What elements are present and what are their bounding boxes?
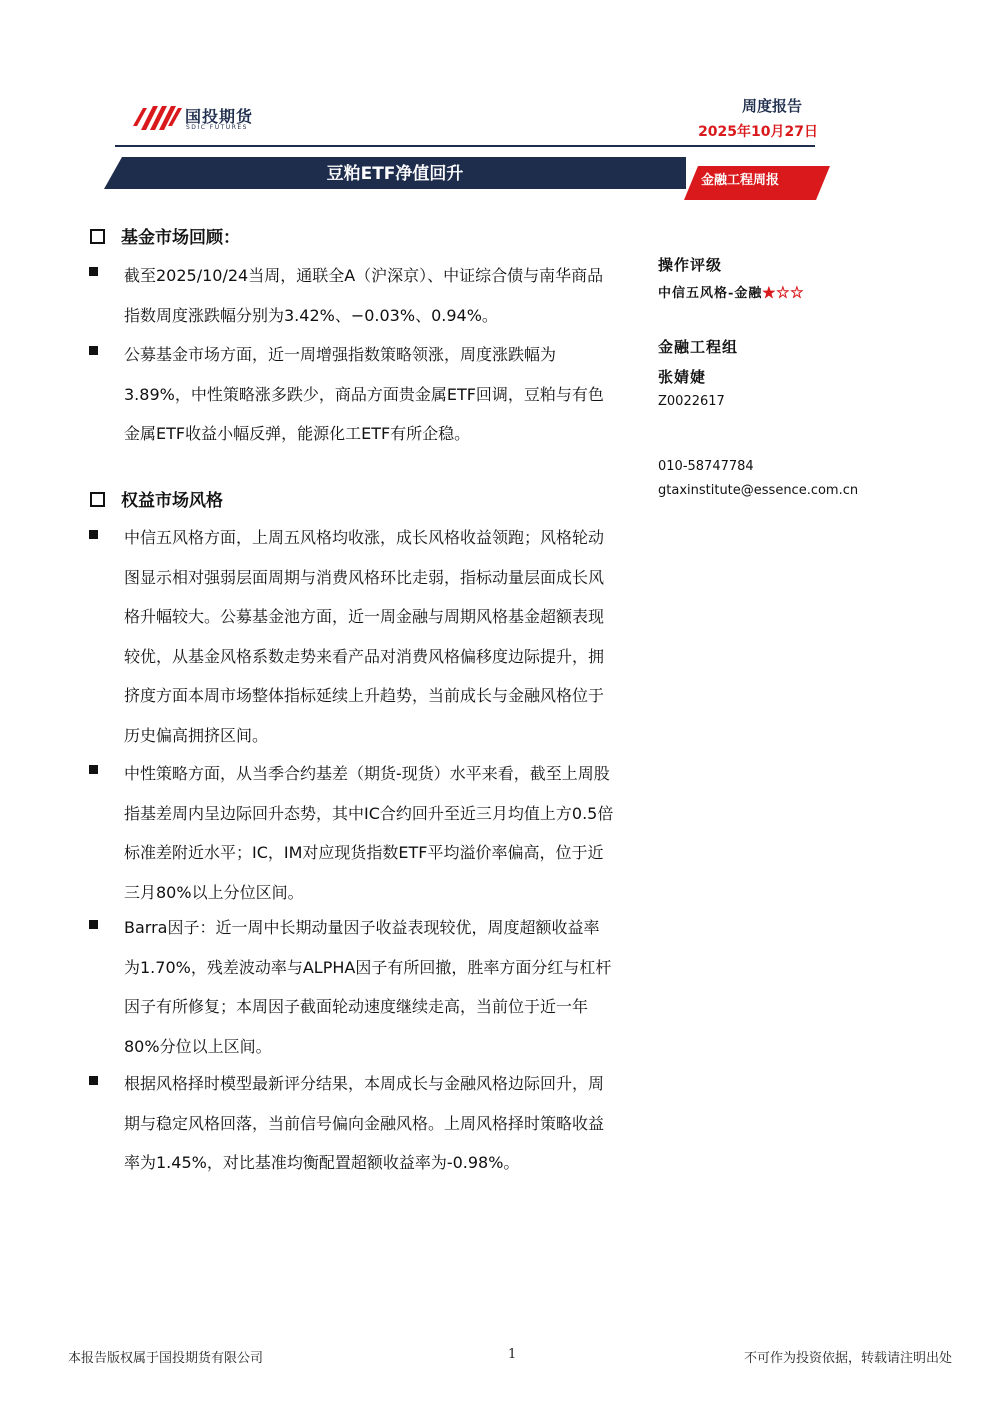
company-logo: [133, 104, 263, 134]
team-name: 金融工程组: [658, 338, 739, 356]
checkbox-icon: [90, 492, 105, 507]
list-item: Barra因子：近一周中长期动量因子收益表现较优，周度超额收益率为1.70%，残差波动率与ALPHA因子有所回撤，胜率方面分红与杠杆因子有所修复；本周因子截面轮动速度继续走高，当前位于近一年80%分位以上区间。: [124, 918, 612, 1056]
bullet-icon: [89, 1076, 98, 1085]
section-heading-fund-market: 基金市场回顾：: [90, 223, 240, 248]
rating-label: 操作评级: [658, 256, 723, 274]
analyst-name: 张婧婕: [658, 368, 707, 386]
footer-copyright: 本报告版权属于国投期货有限公司: [68, 1351, 264, 1366]
page-number: 1: [508, 1347, 517, 1362]
bullet-icon: [89, 920, 98, 929]
list-item: 中信五风格方面，上周五风格均收涨，成长风格收益领跑；风格轮动图显示相对强弱层面周期与消费风格环比走弱，指标动量层面成长风格升幅较大。公募基金池方面，近一周金融与周期风格基金超额表现较优，从基金风格系数走势来看产品对消费风格偏移度边际提升，拥挤度方面本周市场整体指标延续上升趋势，当前成长与金融风格位于历史偏高拥挤区间。: [124, 528, 605, 745]
list-item: 公募基金市场方面，近一周增强指数策略领涨，周度涨跌幅为3.89%，中性策略涨多跌少，商品方面贵金属ETF回调，豆粕与有色金属ETF收益小幅反弹，能源化工ETF有所企稳。: [124, 345, 604, 443]
list-item: 截至2025/10/24当周，通联全A（沪深京）、中证综合债与南华商品指数周度涨跌幅分别为3.42%、−0.03%、0.94%。: [124, 266, 604, 325]
bullet-icon: [89, 765, 98, 774]
footer-disclaimer: 不可作为投资依据，转载请注明出处: [743, 1351, 952, 1366]
logo-name: 国投期货: [185, 107, 254, 126]
rating-stars: ★☆☆: [762, 286, 805, 301]
category-label: 金融工程周报: [700, 173, 779, 188]
rating-text: 中信五风格-金融: [658, 286, 763, 301]
email-address: gtaxinstitute@essence.com.cn: [658, 483, 859, 498]
section-heading-equity-style: 权益市场风格: [90, 486, 223, 511]
bullet-icon: [89, 267, 98, 276]
bullet-icon: [89, 346, 98, 355]
report-type: 周度报告: [741, 97, 802, 115]
logo-subtitle: SDIC FUTURES: [186, 124, 248, 131]
list-item: 中性策略方面，从当季合约基差（期货-现货）水平来看，截至上周股指基差周内呈边际回升态势，其中IC合约回升至近三月均值上方0.5倍标准差附近水平；IC，IM对应现货指数ETF平均溢价率偏高，位于近三月80%以上分位区间。: [124, 764, 614, 902]
checkbox-icon: [90, 229, 105, 244]
license-number: Z0022617: [658, 394, 725, 409]
report-date: 2025年10月27日: [698, 124, 818, 140]
bullet-icon: [89, 530, 98, 539]
report-title: 豆粕ETF净值回升: [326, 164, 464, 184]
logo-stripes-icon: [133, 104, 183, 134]
header-rule: [115, 145, 815, 147]
rating-line: [658, 282, 804, 301]
list-item: 根据风格择时模型最新评分结果，本周成长与金融风格边际回升，周期与稳定风格回落，当前信号偏向金融风格。上周风格择时策略收益率为1.45%，对比基准均衡配置超额收益率为-0.98%。: [124, 1074, 605, 1172]
phone-number: 010-58747784: [658, 459, 754, 474]
